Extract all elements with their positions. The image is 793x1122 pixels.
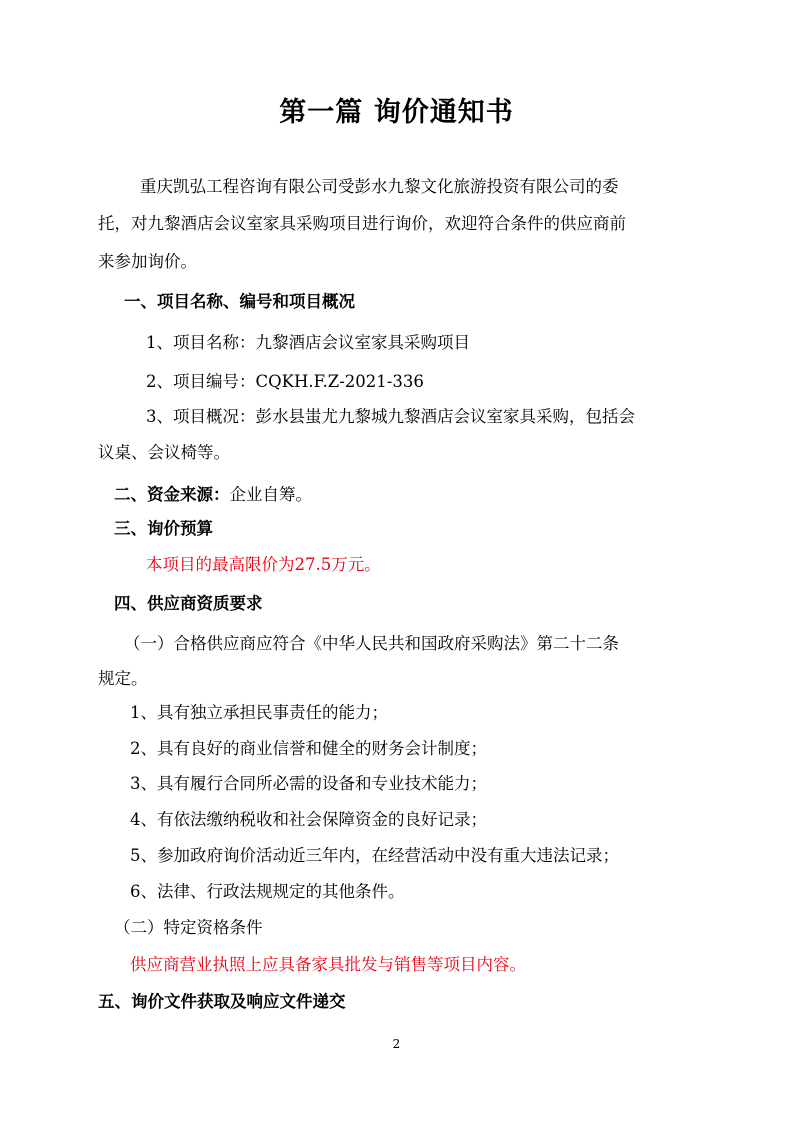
qualification-sub-1-line-2: 规定。 <box>98 669 148 688</box>
intro-line-2: 托，对九黎酒店会议室家具采购项目进行询价，欢迎符合条件的供应商前 <box>98 214 626 233</box>
max-price-text: 本项目的最高限价为27.5万元。 <box>146 555 381 574</box>
qualification-item-4: 4、有依法缴纳税收和社会保障资金的良好记录； <box>130 810 487 829</box>
section-1-heading: 一、项目名称、编号和项目概况 <box>124 292 355 311</box>
project-overview-line-1: 3、项目概况：彭水县蚩尤九黎城九黎酒店会议室家具采购，包括会 <box>146 407 635 426</box>
qualification-item-3: 3、具有履行合同所必需的设备和专业技术能力； <box>130 774 487 793</box>
qualification-item-5: 5、参加政府询价活动近三年内，在经营活动中没有重大违法记录； <box>130 846 619 865</box>
page-number: 2 <box>392 1037 401 1051</box>
intro-line-1: 重庆凯弘工程咨询有限公司受彭水九黎文化旅游投资有限公司的委 <box>140 177 619 196</box>
qualification-item-1: 1、具有独立承担民事责任的能力； <box>130 703 388 722</box>
project-overview-line-2: 议桌、会议椅等。 <box>98 443 230 462</box>
funding-source <box>114 483 312 507</box>
section-4-heading: 四、供应商资质要求 <box>114 594 263 613</box>
qualification-sub-1-line-1: （一）合格供应商应符合《中华人民共和国政府采购法》第二十二条 <box>124 634 619 653</box>
funding-source-value: 企业自筹。 <box>229 485 312 504</box>
section-2-heading: 二、资金来源： <box>114 485 230 504</box>
page-title: 第一篇 询价通知书 <box>279 97 514 128</box>
intro-line-3: 来参加询价。 <box>98 252 197 271</box>
section-5-heading: 五、询价文件获取及响应文件递交 <box>98 992 346 1011</box>
qualification-item-6: 6、法律、行政法规规定的其他条件。 <box>130 882 405 901</box>
specific-qualification-text: 供应商营业执照上应具备家具批发与销售等项目内容。 <box>130 955 526 974</box>
project-name: 1、项目名称：九黎酒店会议室家具采购项目 <box>146 333 470 352</box>
qualification-item-2: 2、具有良好的商业信誉和健全的财务会计制度； <box>130 739 487 758</box>
section-3-heading: 三、询价预算 <box>114 519 213 538</box>
project-number: 2、项目编号：CQKH.F.Z-2021-336 <box>146 372 424 391</box>
qualification-sub-2: （二）特定资格条件 <box>114 918 263 937</box>
